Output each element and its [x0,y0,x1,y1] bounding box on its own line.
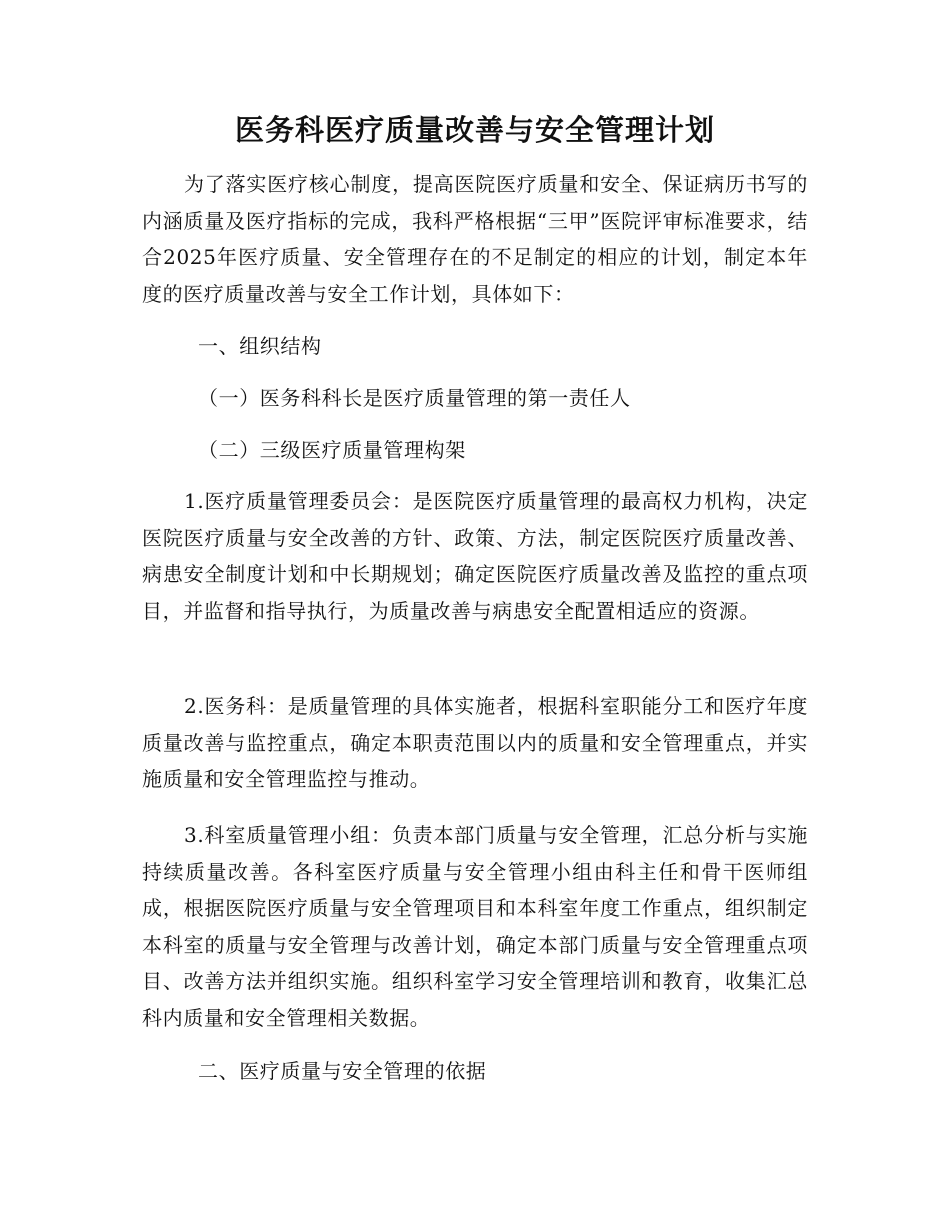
intro-paragraph: 为了落实医疗核心制度，提高医院医疗质量和安全、保证病历书写的内涵质量及医疗指标的完成，我科严格根据“三甲”医院评审标准要求，结合2025年医疗质量、安全管理存在的不足制定的相应的计划，制定本年度的医疗质量改善与安全工作计划，具体如下： [142,172,808,306]
section-heading-basis: 二、医疗质量与安全管理的依据 [198,1059,487,1083]
subheading-responsible-person: （一）医务科科长是医疗质量管理的第一责任人 [198,386,631,410]
section-heading-organization: 一、组织结构 [198,334,322,358]
document-title: 医务科医疗质量改善与安全管理计划 [234,113,715,147]
list-item-medical-affairs: 2.医务科：是质量管理的具体实施者，根据科室职能分工和医疗年度质量改善与监控重点，确定本职责范围以内的质量和安全管理重点，并实施质量和安全管理监控与推动。 [142,694,808,791]
list-item-department-group: 3.科室质量管理小组：负责本部门质量与安全管理，汇总分析与实施持续质量改善。各科室医疗质量与安全管理小组由科主任和骨干医师组成，根据医院医疗质量与安全管理项目和本科室年度工作重点，组织制定本科室的质量与安全管理与改善计划，确定本部门质量与安全管理重点项目、改善方法并组织实施。组织科室学习安全管理培训和教育，收集汇总科内质量和安全管理相关数据。 [142,823,808,1030]
list-item-quality-committee: 1.医疗质量管理委员会：是医院医疗质量管理的最高权力机构，决定医院医疗质量与安全改善的方针、政策、方法，制定医院医疗质量改善、病患安全制度计划和中长期规划；确定医院医疗质量改善及监控的重点项目，并监督和指导执行，为质量改善与病患安全配置相适应的资源。 [142,489,808,623]
subheading-management-framework: （二）三级医疗质量管理构架 [198,438,466,462]
